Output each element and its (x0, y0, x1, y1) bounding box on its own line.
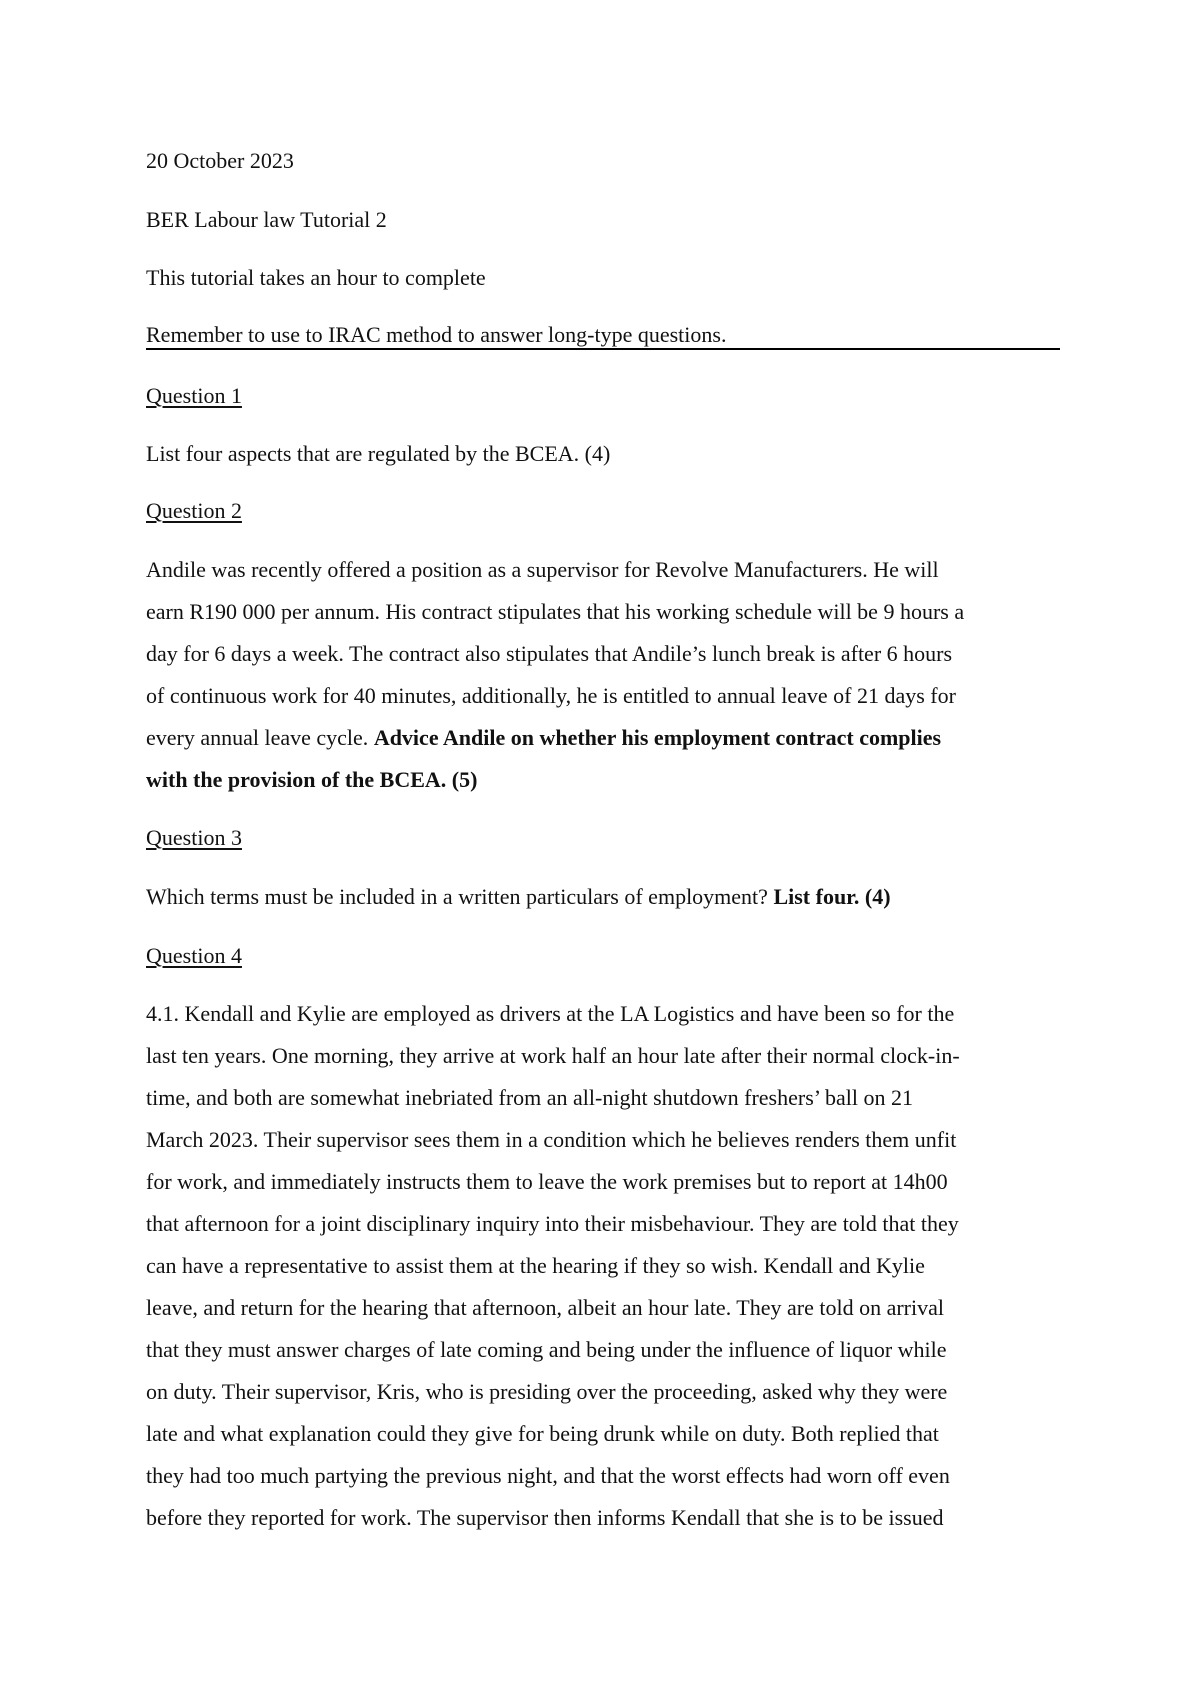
question-2-line-text: every annual leave cycle. (146, 725, 374, 750)
question-1-heading: Question 1 (146, 383, 242, 408)
question-4-heading: Question 4 (146, 943, 242, 968)
document-date: 20 October 2023 (146, 148, 294, 173)
question-4-line: they had too much partying the previous night, and that the worst effects had worn off even (146, 1463, 950, 1488)
question-4-line: 4.1. Kendall and Kylie are employed as drivers at the LA Logistics and have been so for the (146, 1001, 955, 1026)
question-2-line (146, 759, 477, 801)
question-4-line: can have a representative to assist them at the hearing if they so wish. Kendall and Kylie (146, 1253, 925, 1278)
question-4-line: that they must answer charges of late coming and being under the influence of liquor while (146, 1337, 947, 1362)
question-4-line: March 2023. Their supervisor sees them in a condition which he believes renders them unfit (146, 1127, 957, 1152)
question-4-line: on duty. Their supervisor, Kris, who is presiding over the proceeding, asked why they were (146, 1379, 948, 1404)
section-divider (146, 348, 1060, 350)
duration-note: This tutorial takes an hour to complete (146, 265, 486, 290)
irac-reminder: Remember to use to IRAC method to answer long-type questions. (146, 322, 727, 347)
question-3-text (146, 876, 891, 918)
question-2-line (146, 717, 941, 759)
question-4-line: late and what explanation could they give for being drunk while on duty. Both replied that (146, 1421, 939, 1446)
question-3-prompt: Which terms must be included in a written particulars of employment? (146, 884, 774, 909)
question-4-line: leave, and return for the hearing that afternoon, albeit an hour late. They are told on arrival (146, 1295, 944, 1320)
question-4-line: time, and both are somewhat inebriated from an all-night shutdown freshers’ ball on 21 (146, 1085, 913, 1110)
question-3-instruction: List four. (4) (773, 884, 891, 909)
question-2-line: of continuous work for 40 minutes, additionally, he is entitled to annual leave of 21 days for (146, 683, 956, 708)
question-2-line: Andile was recently offered a position as a supervisor for Revolve Manufacturers. He will (146, 557, 939, 582)
question-2-line: day for 6 days a week. The contract also stipulates that Andile’s lunch break is after 6 hours (146, 641, 953, 666)
question-2-instruction-end: with the provision of the BCEA. (5) (146, 767, 478, 792)
question-4-line: last ten years. One morning, they arrive at work half an hour late after their normal clock-in- (146, 1043, 960, 1068)
question-4-line: for work, and immediately instructs them to leave the work premises but to report at 14h00 (146, 1169, 948, 1194)
question-1-text: List four aspects that are regulated by the BCEA. (4) (146, 441, 611, 466)
question-3-heading: Question 3 (146, 825, 242, 850)
question-4-line: that afternoon for a joint disciplinary inquiry into their misbehaviour. They are told that they (146, 1211, 959, 1236)
document-title: BER Labour law Tutorial 2 (146, 207, 387, 232)
question-2-line: earn R190 000 per annum. His contract stipulates that his working schedule will be 9 hours a (146, 599, 965, 624)
question-2-heading: Question 2 (146, 498, 242, 523)
question-4-line: before they reported for work. The supervisor then informs Kendall that she is to be issued (146, 1505, 944, 1530)
question-2-instruction: Advice Andile on whether his employment contract complies (373, 725, 942, 750)
